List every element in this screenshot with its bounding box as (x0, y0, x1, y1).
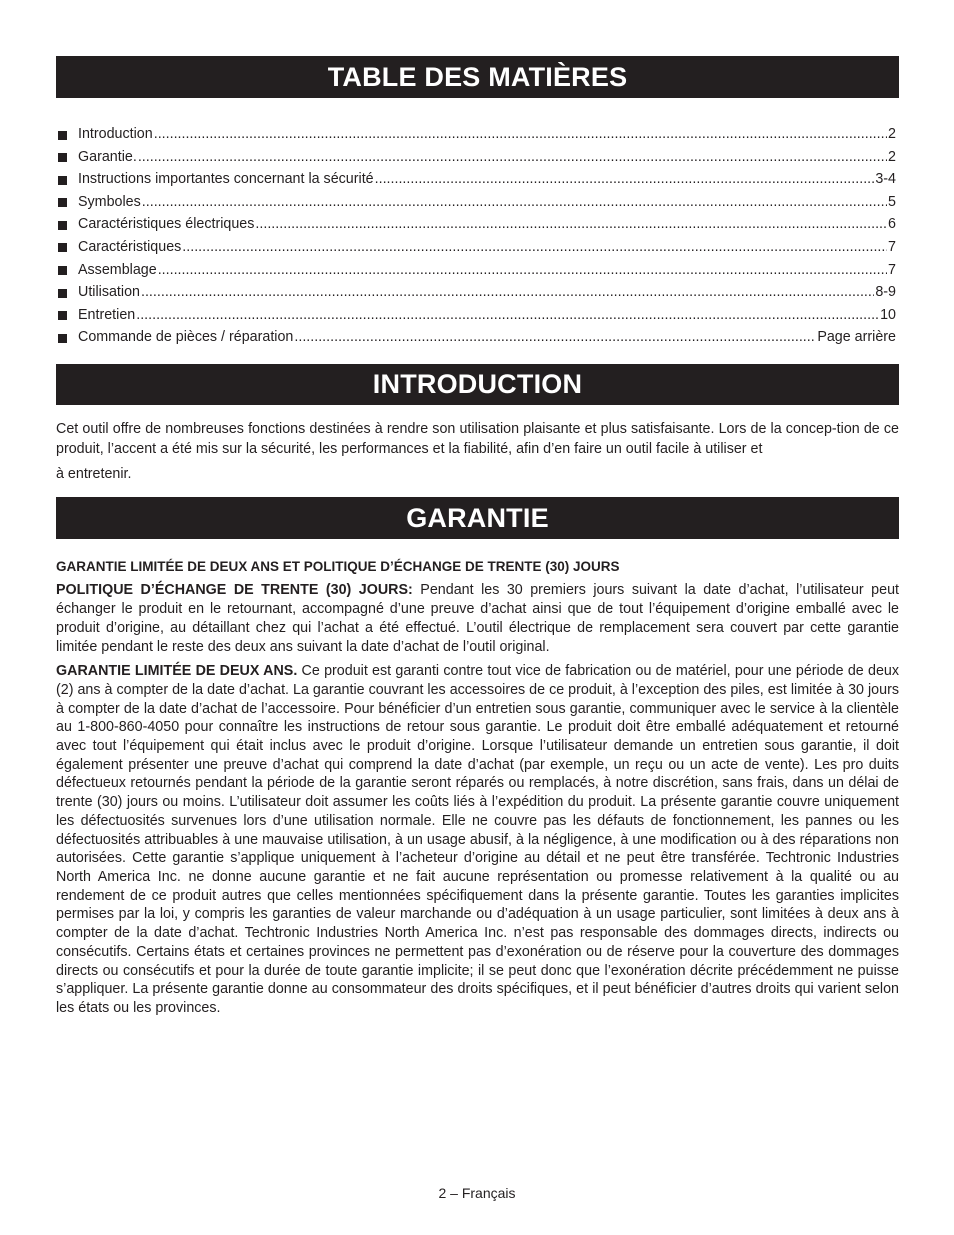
toc-item[interactable] (56, 123, 899, 146)
introduction-title: INTRODUCTION (372, 368, 583, 399)
dot-leader (138, 146, 887, 169)
limited-warranty-lead: GARANTIE LIMITÉE DE DEUX ANS. (56, 663, 298, 680)
dot-leader (142, 191, 887, 214)
exchange-policy-lead: POLITIQUE D’ÉCHANGE DE TRENTE (30) JOURS: (56, 582, 413, 599)
table-of-contents (56, 123, 899, 349)
square-bullet-icon (58, 266, 67, 275)
exchange-policy-paragraph (56, 581, 899, 656)
toc-item-page: 3-4 (875, 171, 896, 188)
toc-item-label: Assemblage (78, 261, 157, 278)
page-number: 2 – Français (438, 1185, 516, 1201)
toc-item-label: Instructions importantes concernant la sécurité (78, 171, 374, 188)
square-bullet-icon (58, 221, 67, 230)
square-bullet-icon (58, 131, 67, 140)
toc-title-banner (56, 56, 899, 98)
toc-item[interactable] (56, 326, 899, 349)
toc-item-page: 10 (880, 306, 896, 323)
toc-item-label: Introduction (78, 126, 153, 142)
introduction-text-main: Cet outil offre de nombreuses fonctions destinées à rendre son utilisation plaisante et plus satisfaisante. Lors de la concep-tion de ce produit, l’accent a été mis sur la sécurité, les performances et la fiabilité, afin d’en faire un outil facile à utiliser et (56, 420, 899, 458)
toc-item-label: Symboles (78, 193, 141, 210)
square-bullet-icon (58, 153, 67, 162)
toc-item[interactable] (56, 168, 899, 191)
garantie-heading: GARANTIE LIMITÉE DE DEUX ANS ET POLITIQUE D’ÉCHANGE DE TRENTE (30) JOURS (56, 559, 620, 575)
garantie-title-banner (56, 497, 899, 539)
dot-leader (182, 236, 887, 259)
introduction-title-banner (56, 364, 899, 405)
toc-item-page: 5 (888, 193, 896, 210)
toc-item-page: 2 (888, 126, 896, 142)
toc-item-label: Caractéristiques (78, 238, 182, 255)
square-bullet-icon (58, 176, 67, 185)
limited-warranty-text: Ce produit est garanti contre tout vice de fabrication ou de matériel, pour une période de deux (2) ans à compter de la date d’achat. La garantie couvrant les accessoires de ce produit, à l’exception des piles, est limitée à 30 jours à compter de la date d’achat de l’accessoire. Pour bénéficier d’un entretien sous garantie, communiquer avec le service à la clientèle au 1-800-860-4050 pour connaître les instructions de retour sous garantie. Le produit doit être emballé adéquatement et retourné avec tout l’équipement qui était inclus avec le produit d’origine. Lorsque l’utilisateur demande un entretien sous garantie, il doit également présenter une preuve d’achat qui comprend la date d’achat (par exemple, un reçu ou un acte de vente). Les pro duits défectueux retournés pendant la période de la garantie seront réparés ou remplacés, à notre discrétion, sans frais, dans un délai de trente (30) jours ou moins. L’utilisateur doit assumer les coûts liés à l’expédition du produit. La présente garantie couvre uniquement les défectuosités survenues lors d’une utilisation normale. Elle ne couvre pas les défauts de fonctionnement, les pannes ou les défectuosités attribuables à une mauvaise utilisation, à un usage abusif, à la négligence, à une modification ou à des réparations non autorisées. Cette garantie s’applique uniquement à l’acheteur d’origine au détail et ne peut être transférée. Techtronic Industries North America Inc. ne donne aucune garantie et ne fait aucune représentation ou promesse relativement à la qualité ou au rendement de ce produit autres que celles mentionnées spécifiquement dans la présente garantie. Toutes les garanties implicites permises par la loi, y compris les garanties de valeur marchande ou d’adéquation à un usage particulier, sont limitées à deux ans à compter de la date d’achat. Techtronic Industries North America Inc. n’est pas responsable des dommages directs, indirects ou consécutifs. Certains états et certaines provinces ne permettent pas d’exonération ou de réserve pour la couverture des dommages directs ou consécutifs et pour la durée de toute garantie implicite; il se peut donc que l’exonération décrite précédemment ne puisse s’appliquer. La présente garantie donne au consommateur des droits spécifiques, et il peut bénéficier d’autres droits qui varient selon les états ou les provinces. (56, 663, 899, 1016)
toc-item-page: 7 (888, 261, 896, 278)
toc-item[interactable] (56, 191, 899, 214)
toc-item[interactable] (56, 213, 899, 236)
square-bullet-icon (58, 334, 67, 343)
toc-item[interactable] (56, 146, 899, 169)
toc-item[interactable] (56, 304, 899, 327)
toc-item-page: 7 (888, 238, 896, 255)
dot-leader (375, 168, 875, 191)
square-bullet-icon (58, 311, 67, 320)
square-bullet-icon (58, 198, 67, 207)
manual-page (56, 56, 899, 1018)
dot-leader (255, 213, 887, 236)
page-footer (0, 1184, 954, 1202)
toc-item[interactable] (56, 259, 899, 282)
square-bullet-icon (58, 243, 67, 252)
toc-item-label: Utilisation (78, 284, 140, 301)
toc-item-page: Page arrière (817, 329, 896, 346)
toc-item-label: Entretien (78, 306, 136, 323)
dot-leader (154, 123, 887, 146)
limited-warranty-paragraph (56, 662, 899, 1017)
square-bullet-icon (58, 289, 67, 298)
toc-item-page: 6 (888, 216, 896, 233)
toc-item-label: Caractéristiques électriques (78, 216, 255, 233)
introduction-text-end: à entretenir. (56, 465, 132, 482)
exchange-policy-text: Pendant les 30 premiers jours suivant la date d’achat, l’utilisateur peut échanger le produit en le retournant, accompagné d’une preuve d’achat ainsi que de tout l’équipement d’origine emballé avec le produit d’origine, au détaillant chez qui l’achat a été effectué. L’outil électrique de remplacement sera couvert par cette garantie limitée pendant le reste des deux ans suivant la date d’achat de l’outil original. (56, 582, 899, 655)
toc-title: TABLE DES MATIÈRES (327, 62, 628, 92)
dot-leader (158, 259, 887, 282)
toc-item-label: Commande de pièces / réparation (78, 329, 294, 346)
dot-leader (136, 304, 879, 327)
introduction-text (56, 419, 899, 485)
toc-item-label: Garantie. (78, 148, 137, 165)
toc-item[interactable] (56, 281, 899, 304)
toc-item[interactable] (56, 236, 899, 259)
toc-item-page: 8-9 (875, 284, 896, 301)
garantie-title: GARANTIE (406, 503, 549, 534)
toc-item-page: 2 (888, 148, 896, 165)
dot-leader (141, 281, 874, 304)
dot-leader (294, 326, 816, 349)
